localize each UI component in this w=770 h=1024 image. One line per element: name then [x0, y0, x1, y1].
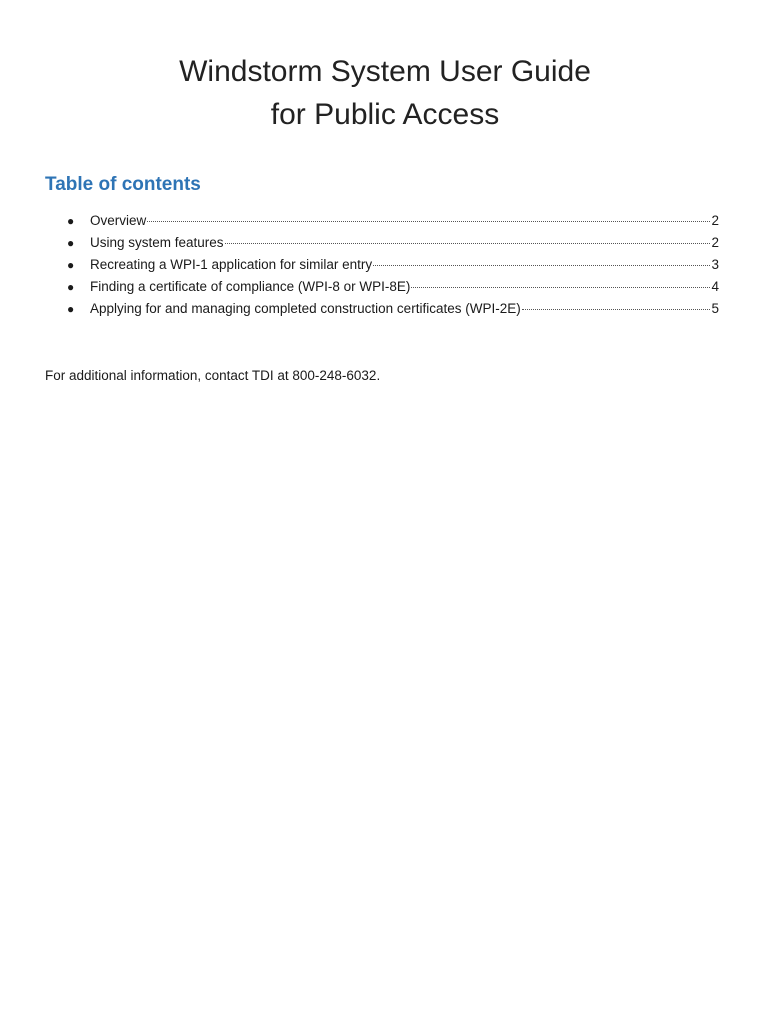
toc-item-label[interactable]: Finding a certificate of compliance (WPI-8 or WPI-8E): [90, 279, 411, 294]
toc-item-page[interactable]: 4: [711, 279, 719, 294]
toc-item-applying-certificates[interactable]: [0, 298, 770, 320]
dot-leader: [373, 265, 710, 266]
toc-item-page[interactable]: 2: [711, 213, 719, 228]
toc-item-page[interactable]: 3: [711, 257, 719, 272]
toc-item-label[interactable]: Applying for and managing completed construction certificates (WPI-2E): [90, 301, 521, 316]
toc-item-page[interactable]: 2: [711, 235, 719, 250]
dot-leader: [522, 309, 711, 310]
bullet-icon: ●: [67, 302, 75, 316]
bullet-icon: ●: [67, 280, 75, 294]
toc-item-using-system-features[interactable]: [0, 232, 770, 254]
contact-info: For additional information, contact TDI at 800-248-6032.: [45, 368, 381, 383]
document-title-line2: for Public Access: [270, 98, 500, 131]
toc-item-overview[interactable]: [0, 210, 770, 232]
bullet-icon: ●: [67, 214, 75, 228]
dot-leader: [411, 287, 710, 288]
toc-item-label[interactable]: Recreating a WPI-1 application for similar entry: [90, 257, 373, 272]
document-title-line1: Windstorm System User Guide: [179, 55, 591, 88]
toc-item-recreating-wpi1[interactable]: [0, 254, 770, 276]
toc-item-label[interactable]: Using system features: [90, 235, 224, 250]
bullet-icon: ●: [67, 258, 75, 272]
dot-leader: [147, 221, 710, 222]
toc-heading: Table of contents: [45, 174, 201, 195]
dot-leader: [225, 243, 711, 244]
toc-list: [0, 210, 770, 320]
bullet-icon: ●: [67, 236, 75, 250]
toc-item-page[interactable]: 5: [711, 301, 719, 316]
toc-item-label[interactable]: Overview: [90, 213, 147, 228]
toc-item-finding-certificate[interactable]: [0, 276, 770, 298]
